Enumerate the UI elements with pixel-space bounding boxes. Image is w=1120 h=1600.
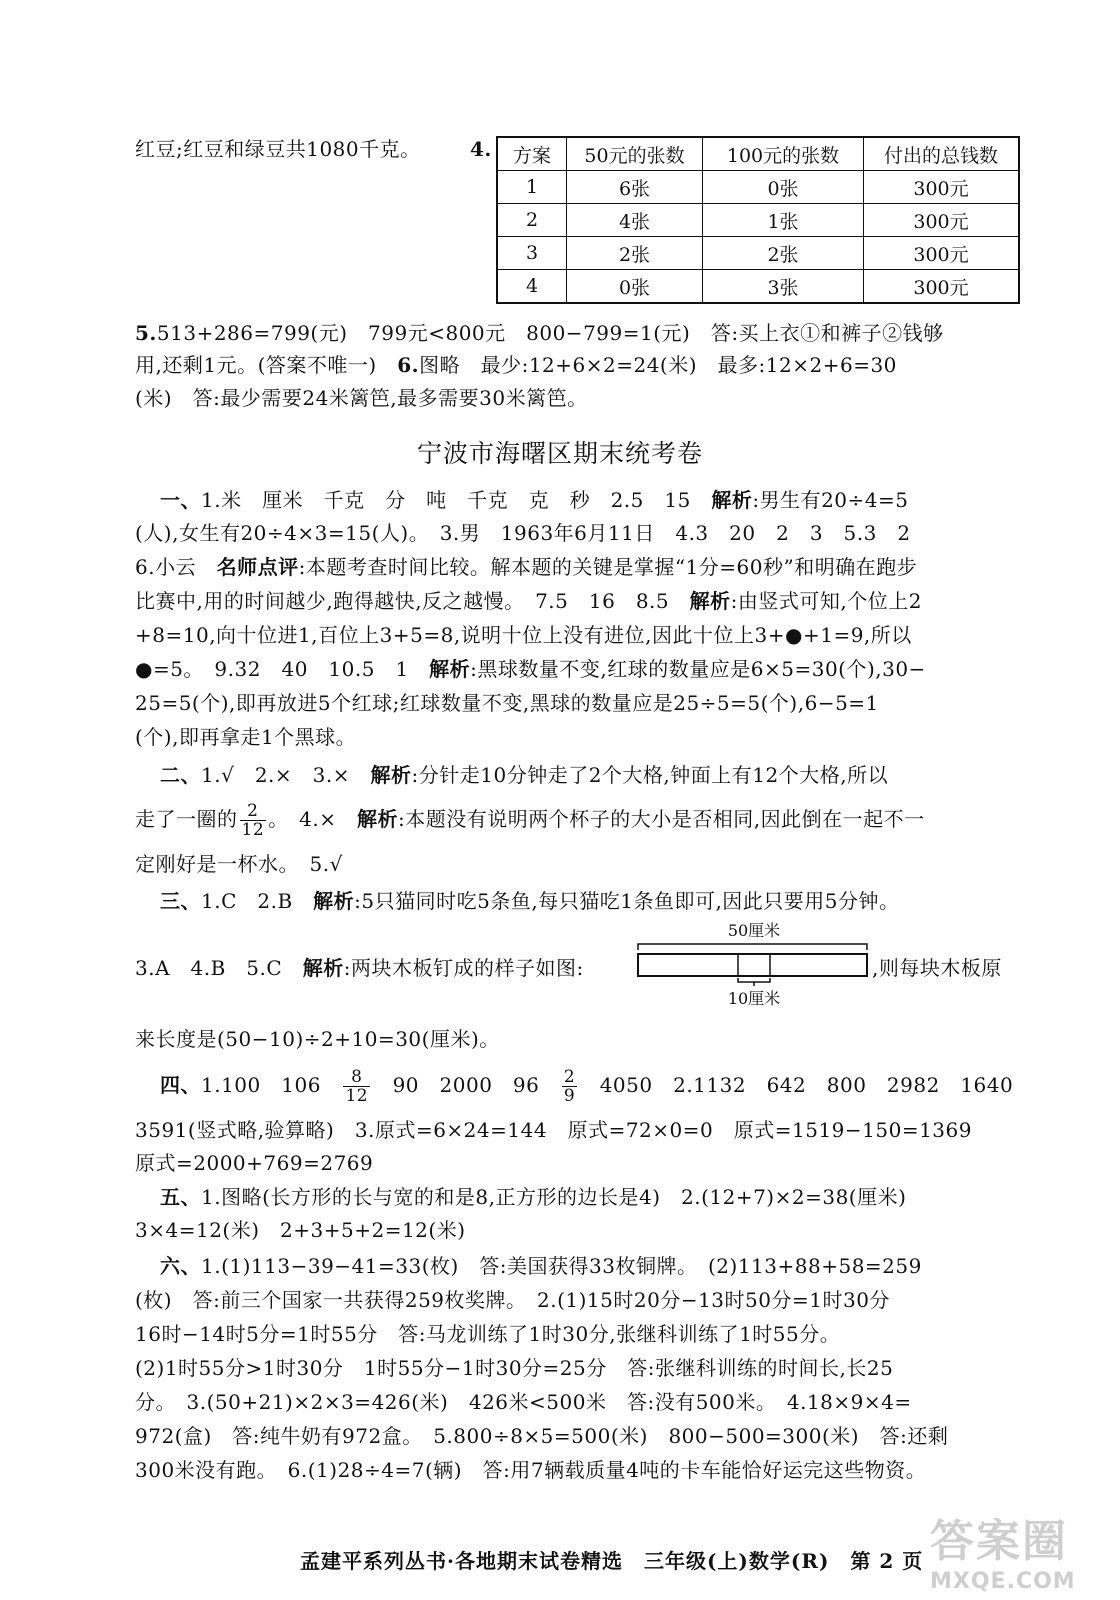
s1-line7: 25=5(个),即再放进5个红球;红球数量不变,黑球的数量应是25÷5=5(个),6−5=1	[135, 691, 879, 715]
s1-text: :本题考查时间比较。解本题的关键是掌握“1分=60秒”和明确在跑步	[298, 555, 918, 579]
fraction-2-9	[562, 1068, 577, 1105]
s1-text: ●=5。 9.32 40 10.5 1	[135, 657, 430, 681]
fraction-numerator: 2	[563, 1067, 576, 1087]
s5-text: 1.图略(长方形的长与宽的和是8,正方形的边长是4) 2.(12+7)×2=38(厘米)	[201, 1185, 907, 1209]
table-cell: 2张	[703, 237, 864, 270]
board-outline	[638, 954, 867, 976]
s6-line2: (枚) 答:前三个国家一共获得259枚奖牌。 2.(1)15时20分−13时50分=1时30分	[135, 1288, 890, 1312]
s1-line2: (人),女生有20÷4×3=15(人)。 3.男 1963年6月11日 4.3 20 2 3 5.3 2	[135, 521, 911, 545]
table-cell: 2	[497, 204, 567, 237]
prev-answer-line1: 红豆;红豆和绿豆共1080千克。	[135, 137, 421, 161]
fraction-denominator: 12	[345, 1086, 369, 1106]
s1-line4	[135, 586, 922, 616]
s5-line2: 3×4=12(米) 2+3+5+2=12(米)	[135, 1218, 466, 1242]
watermark-text: 答案圈	[930, 1516, 1068, 1567]
s1-line5: +8=10,向十位进1,百位上3+5=8,说明十位上没有进位,因此十位上3+●+1=9,所以	[135, 623, 912, 647]
s6-label: 六、	[160, 1254, 201, 1278]
s3-line1	[160, 886, 900, 916]
s6-line1	[160, 1251, 922, 1281]
table-cell: 0张	[703, 171, 864, 204]
s4-line1	[160, 1068, 1013, 1105]
s1-text: :由竖式可知,个位上2	[730, 589, 922, 613]
watermark-logo	[930, 1505, 1110, 1595]
fraction-denominator: 9	[563, 1086, 576, 1106]
s4-text: 1.100 106	[201, 1073, 342, 1097]
table-header: 方案	[497, 137, 567, 171]
s3-text: :5只猫同时吃5条鱼,每只猫吃1条鱼即可,因此只要用5分钟。	[354, 889, 900, 913]
table-row	[497, 171, 1019, 204]
analysis-keyword: 解析	[356, 807, 398, 831]
s2-text: 走了一圈的	[135, 807, 238, 831]
s3-line2	[135, 953, 584, 983]
table-header-row	[497, 137, 1019, 171]
figure-bottom-label: 10厘米	[727, 989, 781, 1008]
s1-text: 比赛中,用的时间越少,跑得越快,反之越慢。 7.5 16 8.5	[135, 589, 690, 613]
s6-line7: 300米没有跑。 6.(1)28÷4=7(辆) 答:用7辆载质量4吨的卡车能恰好运完这些物资。	[135, 1458, 927, 1482]
s2-text: :分针走10分钟走了2个大格,钟面上有12个大格,所以	[411, 763, 889, 787]
s1-line1	[160, 485, 909, 515]
watermark-url: MXQE.COM	[930, 1569, 1076, 1594]
table-row	[497, 204, 1019, 237]
s4-line2: 3591(竖式略,验算略) 3.原式=6×24=144 原式=72×0=0 原式=1519−150=1369	[135, 1118, 972, 1142]
table-header: 100元的张数	[703, 137, 864, 171]
analysis-keyword: 解析	[689, 589, 731, 613]
analysis-keyword: 解析	[313, 889, 355, 913]
question-5-label: 5.	[135, 321, 157, 345]
table-cell: 300元	[864, 204, 1020, 237]
s1-text: 6.小云	[135, 555, 217, 579]
s2-line1	[160, 760, 888, 790]
table-cell: 300元	[864, 270, 1020, 304]
fraction-2-12	[240, 802, 267, 839]
table-header: 付出的总钱数	[864, 137, 1020, 171]
table-cell: 2张	[567, 237, 703, 270]
fraction-8-12	[343, 1068, 370, 1105]
answer-6-text: 图略 最少:12+6×2=24(米) 最多:12×2+6=30	[419, 353, 897, 377]
s3-line2-tail: ,则每块木板原	[872, 956, 1002, 980]
s3-text: :两块木板钉成的样子如图:	[343, 956, 584, 980]
answer-5-line2	[135, 350, 897, 380]
table-header: 50元的张数	[567, 137, 703, 171]
s1-label: 一、	[160, 488, 201, 512]
table-cell: 300元	[864, 237, 1020, 270]
s1-line3	[135, 552, 917, 582]
s5-label: 五、	[160, 1185, 201, 1209]
table-cell: 300元	[864, 171, 1020, 204]
analysis-keyword: 解析	[302, 956, 344, 980]
s2-label: 二、	[160, 763, 201, 787]
s6-line6: 972(盒) 答:纯牛奶有972盒。 5.800÷8×5=500(米) 800−500=300(米) 答:还剩	[135, 1424, 949, 1448]
figure-top-label: 50厘米	[727, 921, 781, 940]
s3-text: 3.A 4.B 5.C	[135, 956, 303, 980]
answer-6-line2: (米) 答:最少需要24米篱笆,最多需要30米篱笆。	[135, 386, 588, 410]
table-row	[497, 237, 1019, 270]
payment-plan-table	[496, 136, 1020, 304]
analysis-keyword: 解析	[370, 763, 412, 787]
s1-line6	[135, 654, 926, 684]
s2-text: 。 4.×	[268, 807, 357, 831]
question-6-label: 6.	[397, 353, 420, 377]
answer-5-cont: 用,还剩1元。(答案不唯一)	[135, 353, 398, 377]
s6-line4: (2)1时55分>1时30分 1时55分−1时30分=25分 答:张继科训练的时间长,长25	[135, 1356, 894, 1380]
answer-5-text: 513+286=799(元) 799元<800元 800−799=1(元) 答:买上衣①和裤子②钱够	[156, 321, 944, 345]
s1-text: :男生有20÷4=5	[752, 488, 909, 512]
table-cell: 4	[497, 270, 567, 304]
s5-line1	[160, 1182, 906, 1212]
s6-line3: 16时−14时5分=1时55分 答:马龙训练了1时30分,张继科训练了1时55分。	[135, 1322, 841, 1346]
fraction-denominator: 12	[241, 820, 265, 840]
s2-text: 1.√ 2.× 3.×	[201, 763, 371, 787]
table-cell: 1	[497, 171, 567, 204]
s4-text: 4050 2.1132 642 800 2982 1640	[579, 1073, 1014, 1097]
table-cell: 0张	[567, 270, 703, 304]
bottom-dimension-bracket	[738, 978, 770, 982]
table-cell: 4张	[567, 204, 703, 237]
s1-line8: (个),即再拿走1个黑球。	[135, 725, 357, 749]
s4-line3: 原式=2000+769=2769	[135, 1151, 374, 1175]
s4-label: 四、	[160, 1073, 201, 1097]
analysis-keyword: 解析	[711, 488, 753, 512]
top-dimension-bracket	[638, 944, 867, 950]
s3-text: 1.C 2.B	[201, 889, 314, 913]
fraction-numerator: 2	[240, 802, 267, 821]
table-row	[497, 270, 1019, 304]
table-cell: 1张	[703, 204, 864, 237]
page-footer: 孟建平系列丛书·各地期末试卷精选 三年级(上)数学(R) 第 2 页	[300, 1549, 924, 1573]
answer-5-line1	[135, 318, 944, 348]
s3-line3: 来长度是(50−10)÷2+10=30(厘米)。	[135, 1027, 500, 1051]
table-cell: 3	[497, 237, 567, 270]
wooden-boards-figure	[636, 918, 886, 1008]
teacher-comment-keyword: 名师点评	[216, 555, 299, 579]
section-title: 宁波市海曙区期末统考卷	[416, 439, 703, 468]
analysis-keyword: 解析	[429, 657, 471, 681]
s1-text: :黑球数量不变,红球的数量应是6×5=30(个),30−	[470, 657, 926, 681]
table-cell: 3张	[703, 270, 864, 304]
s6-line5: 分。 3.(50+21)×2×3=426(米) 426米<500米 答:没有500米。 4.18×9×4=	[135, 1390, 912, 1414]
fraction-numerator: 8	[343, 1068, 370, 1087]
s6-text: 1.(1)113−39−41=33(枚) 答:美国获得33枚铜牌。 (2)113+88+58=259	[201, 1254, 922, 1278]
s2-line3: 定刚好是一杯水。 5.√	[135, 852, 343, 876]
s3-label: 三、	[160, 889, 201, 913]
s2-line2	[135, 802, 925, 839]
question-4-label: 4.	[470, 137, 492, 161]
s1-text: 1.米 厘米 千克 分 吨 千克 克 秒 2.5 15	[201, 488, 712, 512]
s4-text: 90 2000 96	[372, 1073, 560, 1097]
table-cell: 6张	[567, 171, 703, 204]
s2-text: :本题没有说明两个杯子的大小是否相同,因此倒在一起不一	[397, 807, 925, 831]
